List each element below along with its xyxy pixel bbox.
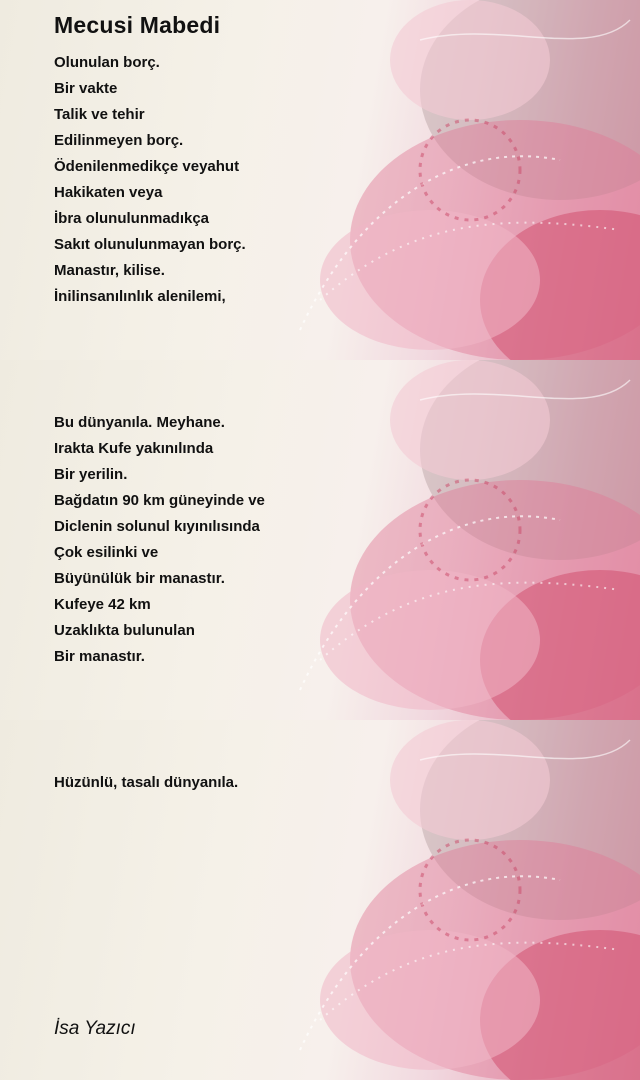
poem-line: Irakta Kufe yakınılında	[54, 440, 214, 457]
poem-line: Talik ve tehir	[54, 106, 145, 123]
poem-author: İsa Yazıcı	[54, 1018, 136, 1039]
poem-line: İbra olunulunmadıkça	[54, 210, 210, 227]
poem-line: Kufeye 42 km	[54, 596, 151, 613]
poem-line: Uzaklıkta bulunulan	[54, 622, 195, 639]
poem-line: Bağdatın 90 km güneyinde ve	[54, 492, 265, 509]
poem-line: Hakikaten veya	[54, 184, 163, 201]
poem-line: Bir yerilin.	[54, 466, 128, 483]
poem-line: Bir manastır.	[54, 648, 145, 665]
poem-line: Bu dünyanıla. Meyhane.	[54, 414, 225, 431]
poem-line: Ödenilenmedikçe veyahut	[54, 158, 240, 175]
poem-line: Olunulan borç.	[54, 54, 160, 71]
stanza-2	[54, 410, 265, 670]
poem-line: İnilinsanılınlık alenilemi,	[54, 288, 226, 305]
poem-line: Edilinmeyen borç.	[54, 132, 184, 149]
stanza-3	[54, 770, 238, 796]
poem-line: Çok esilinki ve	[54, 544, 159, 561]
poem-line: Büyünülük bir manastır.	[54, 570, 225, 587]
poem-title: Mecusi Mabedi	[54, 12, 221, 38]
poem-line: Hüzünlü, tasalı dünyanıla.	[54, 774, 239, 791]
poem-line: Sakıt olunulunmayan borç.	[54, 236, 246, 253]
poem-line: Manastır, kilise.	[54, 262, 165, 279]
poem-line: Bir vakte	[54, 80, 118, 97]
stanza-1	[54, 50, 246, 310]
poem-line: Diclenin solunul kıyınılısında	[54, 518, 260, 535]
